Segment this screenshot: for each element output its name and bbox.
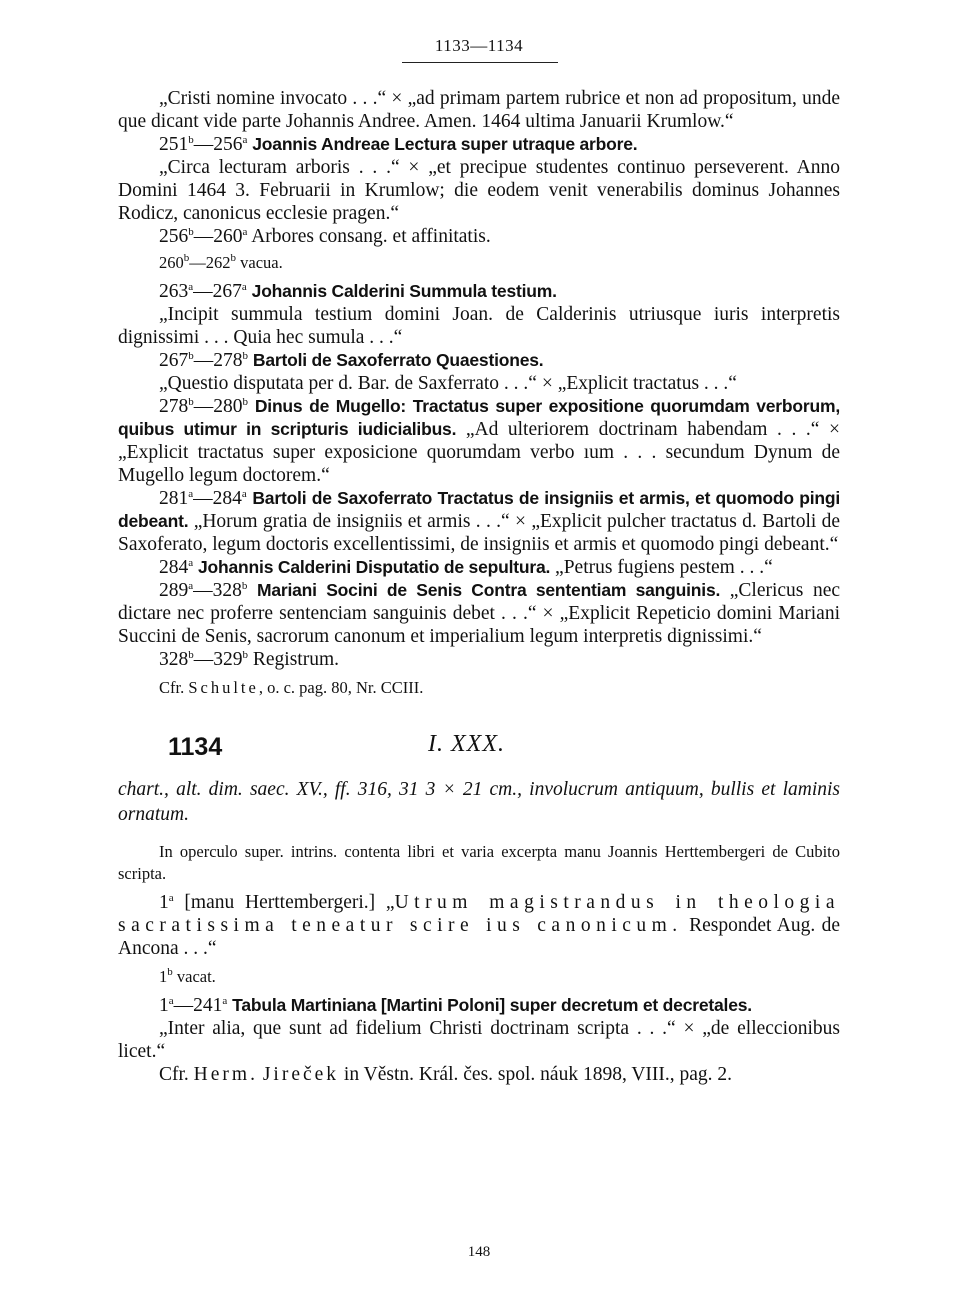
- cfr-label: Cfr.: [159, 678, 185, 697]
- folio-ref: 1: [159, 892, 169, 913]
- item-text: Registrum.: [252, 649, 339, 670]
- item-title: Dinus de Mugello: Tractatus super expositione quorumdam verborum, quibus utimur in scripturis iudicialibus.: [118, 396, 840, 439]
- page-header: 1133—1134: [434, 36, 524, 55]
- folio-sup: a: [188, 281, 194, 293]
- item-text: vacat.: [176, 967, 216, 986]
- folio-sup: a: [242, 134, 248, 146]
- folio-ref: 289: [159, 580, 189, 601]
- page-body: [118, 87, 840, 1086]
- item-text: „Ad ulteriorem doctrinam habendam . . .“ × „Explicit tractatus super exposicione quorumdam verbo ıum . . . secundum Dynum de Mugello legum doctorem.“: [118, 419, 840, 486]
- folio-sup: b: [230, 252, 236, 264]
- item-267b-278b: [118, 349, 840, 372]
- folio-sup: b: [188, 226, 194, 238]
- item-284a: [118, 556, 840, 579]
- folio-ref: 1: [159, 967, 168, 986]
- folio-ref: —260: [193, 226, 243, 247]
- item-title: Bartoli de Saxoferrato Tractatus de insigniis et armis, et quomodo pingi debeant.: [118, 488, 841, 531]
- entry-number: 1134: [168, 733, 223, 761]
- folio-sup: a: [188, 488, 194, 500]
- folio-sup: b: [188, 350, 194, 362]
- folio-sup: a: [188, 557, 194, 569]
- item-text: „Horum gratia de insigniis et armis . . .“ × „Explicit pulcher tractatus d. Bartoli de Saxoferato, legum doctoris excellentissimi, de insigniis et armis et quomodo pingi debeant.“: [118, 511, 840, 555]
- folio-ref: —262: [189, 253, 231, 272]
- cited-author: Herm.: [193, 1064, 258, 1085]
- item-281a-284a: [118, 487, 840, 556]
- folio-sup: a: [168, 995, 174, 1007]
- folio-sup: a: [168, 892, 174, 904]
- folio-sup: b: [242, 396, 248, 408]
- entry-note: In operculo super. intrins. contenta libri et varia excerpta manu Joannis Herttembergeri de Cubito scripta.: [118, 842, 840, 883]
- folio-sup: b: [188, 396, 194, 408]
- item-256b-260a: [118, 225, 840, 248]
- folio-ref: —284: [193, 488, 242, 509]
- paragraph-incipit: „Cristi nomine invocato . . .“ × „ad primam partem rubrice et non ad propositum, unde que dicant vide parte Johannis Andree. Amen. 1464 ultima Januarii Krumlow.“: [118, 88, 840, 132]
- entry-description: chart., alt. dim. saec. XV., ff. 316, 31 3 × 21 cm., involucrum antiquum, bullis et laminis ornatum.: [118, 779, 840, 825]
- item-text: „Questio disputata per d. Bar. de Saxferrato . . .“ × „Explicit tractatus . . .“: [159, 373, 737, 394]
- folio-sup: b: [188, 649, 194, 661]
- folio-sup: a: [242, 226, 248, 238]
- folio-ref: —280: [193, 396, 243, 417]
- folio-ref: 281: [159, 488, 189, 509]
- cfr-citation: in Věstn. Král. čes. spol. náuk 1898, VIII., pag. 2.: [343, 1064, 733, 1085]
- folio-ref: 260: [159, 253, 184, 272]
- cfr-label: Cfr.: [159, 1064, 194, 1085]
- item-263a-267a: [118, 280, 840, 303]
- folio-ref: 278: [159, 396, 189, 417]
- folio-1a-241a: [118, 994, 840, 1017]
- reference-note: [118, 677, 840, 699]
- item-quote-spaced: Utrum magistrandus in theologia sacratissima teneatur scire ius canonicum.: [118, 892, 841, 936]
- item-title: Johannis Calderini Disputatio de sepultura.: [198, 557, 551, 577]
- folio-sup: a: [188, 580, 194, 592]
- item-title: Bartoli de Saxoferrato Quaestiones.: [252, 350, 544, 370]
- folio-sup: a: [222, 995, 228, 1007]
- item-text: „Petrus fugiens pestem . . .“: [555, 557, 773, 578]
- folio-ref: 263: [159, 281, 189, 302]
- cfr-citation: , o. c. pag. 80, Nr. CCIII.: [258, 678, 424, 697]
- folio-1b: [118, 966, 840, 988]
- entry-heading: [118, 721, 840, 777]
- cited-author: Jireček: [262, 1064, 340, 1085]
- page-number: 148: [467, 1244, 491, 1260]
- folio-ref: 284: [159, 557, 189, 578]
- item-title: Tabula Martiniana [Martini Poloni] super decretum et decretales.: [232, 995, 752, 1015]
- folio-sup: b: [188, 134, 194, 146]
- cited-author: Schulte: [188, 678, 259, 697]
- folio-ref: —256: [193, 134, 243, 155]
- folio-sup: b: [242, 350, 248, 362]
- item-text: Respondet Aug. de Ancona . . .“: [118, 915, 841, 959]
- folio-sup: b: [167, 966, 173, 978]
- folio-ref: 267: [159, 350, 189, 371]
- folio-sup: b: [183, 252, 190, 264]
- item-text: „Circa lecturam arboris . . .“ × „et precipue studentes continuo perseverent. Anno Domini 1464 3. Februarii in Krumlow; die eodem venit venerabilis dominus Johannes Rodicz, canonicus ecclesie pragen.“: [118, 157, 840, 224]
- folio-ref: 1: [159, 995, 169, 1016]
- entry-signature: I. XXX.: [428, 731, 505, 757]
- folio-1a: [118, 891, 840, 960]
- item-text: „Incipit summula testium domini Joan. de Calderinis utriusque iuris interpretis dignissimi . . . Quia hec sumula . . .“: [118, 304, 840, 348]
- item-title: Johannis Calderini Summula testium.: [251, 281, 557, 301]
- item-260b-262b: [118, 252, 840, 274]
- item-title: Joannis Andreae Lectura super utraque arbore.: [252, 134, 638, 154]
- item-289a-328b: [118, 579, 840, 648]
- item-text: Arbores consang. et affinitatis.: [251, 226, 491, 247]
- item-title: Mariani Socini de Senis Contra sententiam sanguinis.: [256, 580, 721, 600]
- folio-ref: 328: [159, 649, 189, 670]
- folio-sup: a: [241, 488, 247, 500]
- folio-sup: a: [241, 281, 247, 293]
- folio-sup: b: [241, 580, 248, 592]
- folio-ref: —328: [193, 580, 242, 601]
- folio-ref: —241: [173, 995, 223, 1016]
- header-rule: [402, 62, 558, 63]
- item-text: „Clericus nec dictare nec proferre sentenciam sanguinis debet . . .“ × „Explicit Repeticio domini Mariani Succini de Senis, sacrorum canonum et imperialium legum interpretis dignissimi.“: [118, 580, 841, 647]
- folio-ref: 251: [159, 134, 189, 155]
- folio-ref: —278: [193, 350, 243, 371]
- folio-sup: b: [242, 649, 248, 661]
- item-text: vacua.: [240, 253, 283, 272]
- item-text: „Inter alia, que sunt ad fidelium Christi doctrinam scripta . . .“ × „de elleccionibus licet.“: [118, 1018, 840, 1062]
- folio-ref: —267: [193, 281, 242, 302]
- folio-ref: —329: [193, 649, 243, 670]
- item-text: [manu Herttembergeri.] „: [184, 892, 395, 913]
- item-251b-256a: [118, 133, 840, 156]
- reference-note: [118, 1063, 840, 1086]
- folio-ref: 256: [159, 226, 189, 247]
- item-328b-329b: [118, 648, 840, 671]
- item-278b-280b: [118, 395, 840, 487]
